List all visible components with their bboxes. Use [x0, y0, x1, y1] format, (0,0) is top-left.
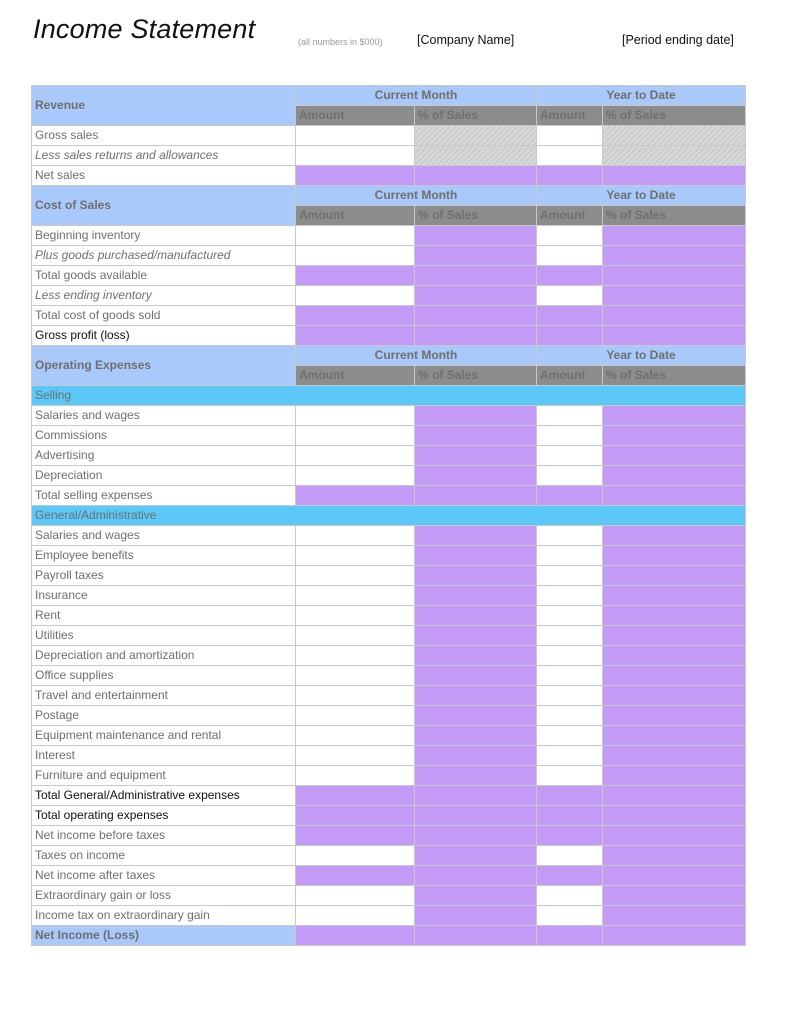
- input-cell[interactable]: [296, 406, 415, 426]
- calc-cell: [603, 466, 746, 486]
- input-cell[interactable]: [537, 286, 603, 306]
- calc-cell: [603, 606, 746, 626]
- row-label: Insurance: [32, 586, 296, 606]
- table-row: [32, 466, 746, 486]
- row-label: Total goods available: [32, 266, 296, 286]
- table-row: [32, 686, 746, 706]
- table-row: [32, 486, 746, 506]
- calc-cell: [603, 446, 746, 466]
- calc-cell: [603, 806, 746, 826]
- calc-cell: [296, 806, 415, 826]
- calc-cell: [296, 786, 415, 806]
- row-label: Total operating expenses: [32, 806, 296, 826]
- input-cell[interactable]: [537, 126, 603, 146]
- group-year-to-date: Year to Date: [537, 346, 746, 366]
- calc-cell: [603, 566, 746, 586]
- table-row: [32, 266, 746, 286]
- calc-cell: [296, 826, 415, 846]
- calc-cell: [537, 806, 603, 826]
- input-cell[interactable]: [537, 446, 603, 466]
- input-cell[interactable]: [296, 586, 415, 606]
- table-row: [32, 426, 746, 446]
- table-row: [32, 126, 746, 146]
- table-row: [32, 666, 746, 686]
- col-pct-sales: % of Sales: [603, 106, 746, 126]
- row-label: Net income before taxes: [32, 826, 296, 846]
- calc-cell: [415, 626, 537, 646]
- calc-cell: [296, 166, 415, 186]
- calc-cell: [603, 306, 746, 326]
- calc-cell: [603, 646, 746, 666]
- table-row: [32, 406, 746, 426]
- subsection-selling: Selling: [32, 386, 746, 406]
- input-cell[interactable]: [296, 126, 415, 146]
- input-cell[interactable]: [296, 746, 415, 766]
- page-title: Income Statement: [33, 14, 256, 44]
- input-cell[interactable]: [296, 566, 415, 586]
- table-row: [32, 806, 746, 826]
- calc-cell: [415, 706, 537, 726]
- section-revenue: Revenue: [32, 86, 296, 126]
- table-row: [32, 726, 746, 746]
- calc-cell: [296, 866, 415, 886]
- input-cell[interactable]: [296, 846, 415, 866]
- input-cell[interactable]: [537, 546, 603, 566]
- calc-cell: [603, 406, 746, 426]
- calc-cell: [603, 886, 746, 906]
- table-row: [32, 926, 746, 946]
- input-cell[interactable]: [537, 726, 603, 746]
- calc-cell: [415, 826, 537, 846]
- calc-cell: [415, 446, 537, 466]
- calc-cell: [603, 426, 746, 446]
- input-cell[interactable]: [537, 666, 603, 686]
- calc-cell: [603, 906, 746, 926]
- input-cell[interactable]: [537, 146, 603, 166]
- calc-cell: [537, 306, 603, 326]
- calc-cell: [415, 726, 537, 746]
- input-cell[interactable]: [296, 286, 415, 306]
- group-current-month: Current Month: [296, 186, 537, 206]
- calc-cell: [603, 486, 746, 506]
- col-pct-sales: % of Sales: [415, 106, 537, 126]
- table-row: [32, 906, 746, 926]
- table-row: [32, 546, 746, 566]
- calc-cell: [415, 486, 537, 506]
- table-row: [32, 326, 746, 346]
- input-cell[interactable]: [296, 546, 415, 566]
- table-row: [32, 306, 746, 326]
- table-row: [32, 766, 746, 786]
- calc-cell: [603, 846, 746, 866]
- row-label: Total cost of goods sold: [32, 306, 296, 326]
- calc-cell: [296, 266, 415, 286]
- input-cell[interactable]: [537, 586, 603, 606]
- row-label: Employee benefits: [32, 546, 296, 566]
- section-operating-expenses: Operating Expenses: [32, 346, 296, 386]
- units-note: (all numbers in $000): [298, 37, 383, 47]
- input-cell[interactable]: [537, 906, 603, 926]
- calc-cell: [415, 806, 537, 826]
- calc-cell: [415, 606, 537, 626]
- input-cell[interactable]: [537, 846, 603, 866]
- col-pct-sales: % of Sales: [415, 366, 537, 386]
- calc-cell: [603, 266, 746, 286]
- col-pct-sales: % of Sales: [603, 206, 746, 226]
- calc-cell: [415, 746, 537, 766]
- table-row: [32, 146, 746, 166]
- row-label: Interest: [32, 746, 296, 766]
- row-label: Travel and entertainment: [32, 686, 296, 706]
- calc-cell: [537, 486, 603, 506]
- input-cell[interactable]: [296, 526, 415, 546]
- calc-cell: [415, 766, 537, 786]
- input-cell[interactable]: [537, 406, 603, 426]
- col-amount: Amount: [537, 366, 603, 386]
- input-cell[interactable]: [296, 706, 415, 726]
- disabled-cell: [415, 126, 537, 146]
- table-row: [32, 606, 746, 626]
- net-income-label: Net Income (Loss): [32, 926, 296, 946]
- input-cell[interactable]: [537, 746, 603, 766]
- calc-cell: [603, 686, 746, 706]
- income-statement-table: [31, 85, 746, 946]
- calc-cell: [603, 926, 746, 946]
- table-row: [32, 886, 746, 906]
- table-row: [32, 286, 746, 306]
- col-amount: Amount: [537, 106, 603, 126]
- row-label: Gross sales: [32, 126, 296, 146]
- col-pct-sales: % of Sales: [415, 206, 537, 226]
- row-label: Equipment maintenance and rental: [32, 726, 296, 746]
- row-label: Payroll taxes: [32, 566, 296, 586]
- calc-cell: [415, 866, 537, 886]
- calc-cell: [415, 786, 537, 806]
- input-cell[interactable]: [296, 246, 415, 266]
- calc-cell: [296, 926, 415, 946]
- table-row: [32, 166, 746, 186]
- input-cell[interactable]: [537, 466, 603, 486]
- row-label: Less sales returns and allowances: [32, 146, 296, 166]
- calc-cell: [603, 866, 746, 886]
- calc-cell: [296, 306, 415, 326]
- row-label: Plus goods purchased/manufactured: [32, 246, 296, 266]
- table-row: [32, 746, 746, 766]
- group-year-to-date: Year to Date: [537, 86, 746, 106]
- disabled-cell: [415, 146, 537, 166]
- calc-cell: [603, 726, 746, 746]
- input-cell[interactable]: [296, 146, 415, 166]
- calc-cell: [537, 786, 603, 806]
- section-cost-of-sales: Cost of Sales: [32, 186, 296, 226]
- calc-cell: [296, 486, 415, 506]
- calc-cell: [415, 646, 537, 666]
- row-label: Utilities: [32, 626, 296, 646]
- col-amount: Amount: [296, 206, 415, 226]
- input-cell[interactable]: [537, 606, 603, 626]
- table-row: [32, 626, 746, 646]
- row-label: Beginning inventory: [32, 226, 296, 246]
- calc-cell: [415, 406, 537, 426]
- input-cell[interactable]: [296, 446, 415, 466]
- calc-cell: [296, 326, 415, 346]
- row-label: Salaries and wages: [32, 406, 296, 426]
- calc-cell: [415, 166, 537, 186]
- calc-cell: [415, 326, 537, 346]
- table-row: [32, 646, 746, 666]
- table-row: [32, 786, 746, 806]
- calc-cell: [415, 686, 537, 706]
- input-cell[interactable]: [537, 686, 603, 706]
- table-row: [32, 226, 746, 246]
- row-label: Gross profit (loss): [32, 326, 296, 346]
- row-label: Taxes on income: [32, 846, 296, 866]
- row-label: Rent: [32, 606, 296, 626]
- table-row: [32, 446, 746, 466]
- col-pct-sales: % of Sales: [603, 366, 746, 386]
- row-label: Office supplies: [32, 666, 296, 686]
- calc-cell: [415, 466, 537, 486]
- calc-cell: [415, 846, 537, 866]
- input-cell[interactable]: [296, 626, 415, 646]
- input-cell[interactable]: [537, 766, 603, 786]
- table-row: [32, 586, 746, 606]
- row-label: Postage: [32, 706, 296, 726]
- row-label: Salaries and wages: [32, 526, 296, 546]
- input-cell[interactable]: [296, 666, 415, 686]
- input-cell[interactable]: [296, 606, 415, 626]
- col-amount: Amount: [296, 366, 415, 386]
- calc-cell: [603, 246, 746, 266]
- calc-cell: [537, 866, 603, 886]
- col-amount: Amount: [537, 206, 603, 226]
- input-cell[interactable]: [537, 526, 603, 546]
- input-cell[interactable]: [537, 886, 603, 906]
- calc-cell: [603, 826, 746, 846]
- input-cell[interactable]: [296, 886, 415, 906]
- row-label: Less ending inventory: [32, 286, 296, 306]
- input-cell[interactable]: [296, 686, 415, 706]
- company-name[interactable]: [Company Name]: [417, 33, 515, 47]
- calc-cell: [603, 286, 746, 306]
- row-label: Total General/Administrative expenses: [32, 786, 296, 806]
- table-row: [32, 866, 746, 886]
- calc-cell: [415, 566, 537, 586]
- input-cell[interactable]: [296, 226, 415, 246]
- input-cell[interactable]: [537, 226, 603, 246]
- calc-cell: [603, 766, 746, 786]
- input-cell[interactable]: [537, 426, 603, 446]
- calc-cell: [415, 306, 537, 326]
- table-row: [32, 566, 746, 586]
- table-row: [32, 706, 746, 726]
- calc-cell: [415, 526, 537, 546]
- calc-cell: [603, 166, 746, 186]
- calc-cell: [537, 166, 603, 186]
- row-label: Commissions: [32, 426, 296, 446]
- table-row: [32, 246, 746, 266]
- input-cell[interactable]: [296, 646, 415, 666]
- row-label: Furniture and equipment: [32, 766, 296, 786]
- calc-cell: [603, 546, 746, 566]
- calc-cell: [537, 826, 603, 846]
- calc-cell: [603, 666, 746, 686]
- calc-cell: [415, 666, 537, 686]
- calc-cell: [415, 546, 537, 566]
- group-year-to-date: Year to Date: [537, 186, 746, 206]
- input-cell[interactable]: [296, 906, 415, 926]
- calc-cell: [415, 586, 537, 606]
- calc-cell: [603, 786, 746, 806]
- row-label: Income tax on extraordinary gain: [32, 906, 296, 926]
- input-cell[interactable]: [537, 626, 603, 646]
- input-cell[interactable]: [296, 766, 415, 786]
- group-current-month: Current Month: [296, 346, 537, 366]
- calc-cell: [415, 886, 537, 906]
- calc-cell: [415, 286, 537, 306]
- calc-cell: [603, 526, 746, 546]
- calc-cell: [415, 246, 537, 266]
- disabled-cell: [603, 146, 746, 166]
- row-label: Extraordinary gain or loss: [32, 886, 296, 906]
- calc-cell: [415, 266, 537, 286]
- input-cell[interactable]: [537, 706, 603, 726]
- calc-cell: [603, 226, 746, 246]
- input-cell[interactable]: [296, 426, 415, 446]
- calc-cell: [603, 746, 746, 766]
- input-cell[interactable]: [537, 566, 603, 586]
- group-current-month: Current Month: [296, 86, 537, 106]
- calc-cell: [415, 906, 537, 926]
- table-row: [32, 826, 746, 846]
- calc-cell: [603, 706, 746, 726]
- row-label: Net sales: [32, 166, 296, 186]
- row-label: Advertising: [32, 446, 296, 466]
- calc-cell: [537, 266, 603, 286]
- disabled-cell: [603, 126, 746, 146]
- row-label: Depreciation: [32, 466, 296, 486]
- col-amount: Amount: [296, 106, 415, 126]
- calc-cell: [415, 426, 537, 446]
- calc-cell: [415, 226, 537, 246]
- input-cell[interactable]: [537, 246, 603, 266]
- input-cell[interactable]: [296, 726, 415, 746]
- calc-cell: [603, 626, 746, 646]
- input-cell[interactable]: [537, 646, 603, 666]
- table-row: [32, 526, 746, 546]
- input-cell[interactable]: [296, 466, 415, 486]
- calc-cell: [537, 926, 603, 946]
- row-label: Net income after taxes: [32, 866, 296, 886]
- calc-cell: [537, 326, 603, 346]
- calc-cell: [415, 926, 537, 946]
- period-ending-date[interactable]: [Period ending date]: [622, 33, 734, 47]
- calc-cell: [603, 586, 746, 606]
- row-label: Depreciation and amortization: [32, 646, 296, 666]
- row-label: Total selling expenses: [32, 486, 296, 506]
- calc-cell: [603, 326, 746, 346]
- subsection-general-admin: General/Administrative: [32, 506, 746, 526]
- table-row: [32, 846, 746, 866]
